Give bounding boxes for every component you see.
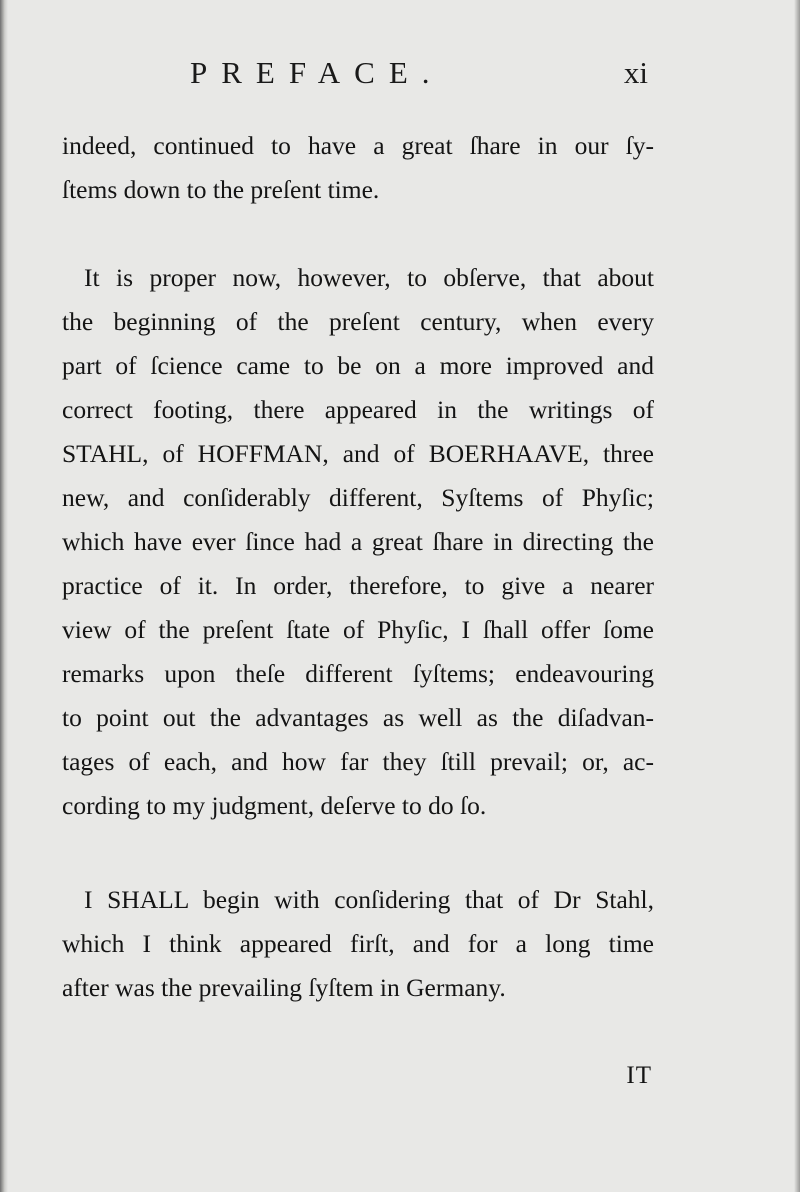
- text-line: indeed, continued to have a great ſhare in our ſy-: [62, 131, 654, 160]
- text-line: cording to my judgment, deſerve to do ſo.: [62, 791, 487, 820]
- page-number: xi: [623, 55, 648, 90]
- text-line: part of ſcience came to be on a more improved and: [62, 351, 654, 380]
- text-line: which I think appeared firſt, and for a long time: [62, 929, 654, 958]
- catchword: IT: [626, 1062, 652, 1089]
- text-line: new, and conſiderably different, Syſtems of Phyſic;: [62, 483, 654, 512]
- binding-shadow: [0, 0, 8, 1192]
- text-line: tages of each, and how far they ſtill prevail; or, ac-: [62, 747, 654, 776]
- text-line: It is proper now, however, to obſerve, that about: [84, 263, 654, 292]
- text-line: ſtems down to the preſent time.: [62, 175, 380, 204]
- text-line: the beginning of the preſent century, when every: [62, 307, 654, 336]
- running-head: PREFACE.: [190, 55, 444, 90]
- text-line: correct footing, there appeared in the writings of: [62, 395, 654, 424]
- paragraph-3: [62, 878, 654, 1010]
- text-line: remarks upon theſe different ſyſtems; endeavouring: [62, 659, 654, 688]
- paragraph-1: [62, 124, 654, 212]
- body-text: [62, 124, 654, 1010]
- text-line: to point out the advantages as well as the diſadvan-: [62, 703, 654, 732]
- text-line: after was the prevailing ſyſtem in Germany.: [62, 973, 506, 1002]
- text-line: STAHL, of HOFFMAN, and of BOERHAAVE, three: [62, 439, 654, 468]
- text-line: view of the preſent ſtate of Phyſic, I ſhall offer ſome: [62, 615, 654, 644]
- paragraph-break: [62, 212, 654, 256]
- text-line: I SHALL begin with conſidering that of Dr Stahl,: [84, 885, 654, 914]
- page-edge-shadow: [794, 0, 800, 1192]
- text-line: practice of it. In order, therefore, to give a nearer: [62, 571, 654, 600]
- text-line: which have ever ſince had a great ſhare in directing the: [62, 527, 654, 556]
- page-header: [0, 55, 800, 95]
- paragraph-break: [62, 828, 654, 878]
- paragraph-2: [62, 256, 654, 828]
